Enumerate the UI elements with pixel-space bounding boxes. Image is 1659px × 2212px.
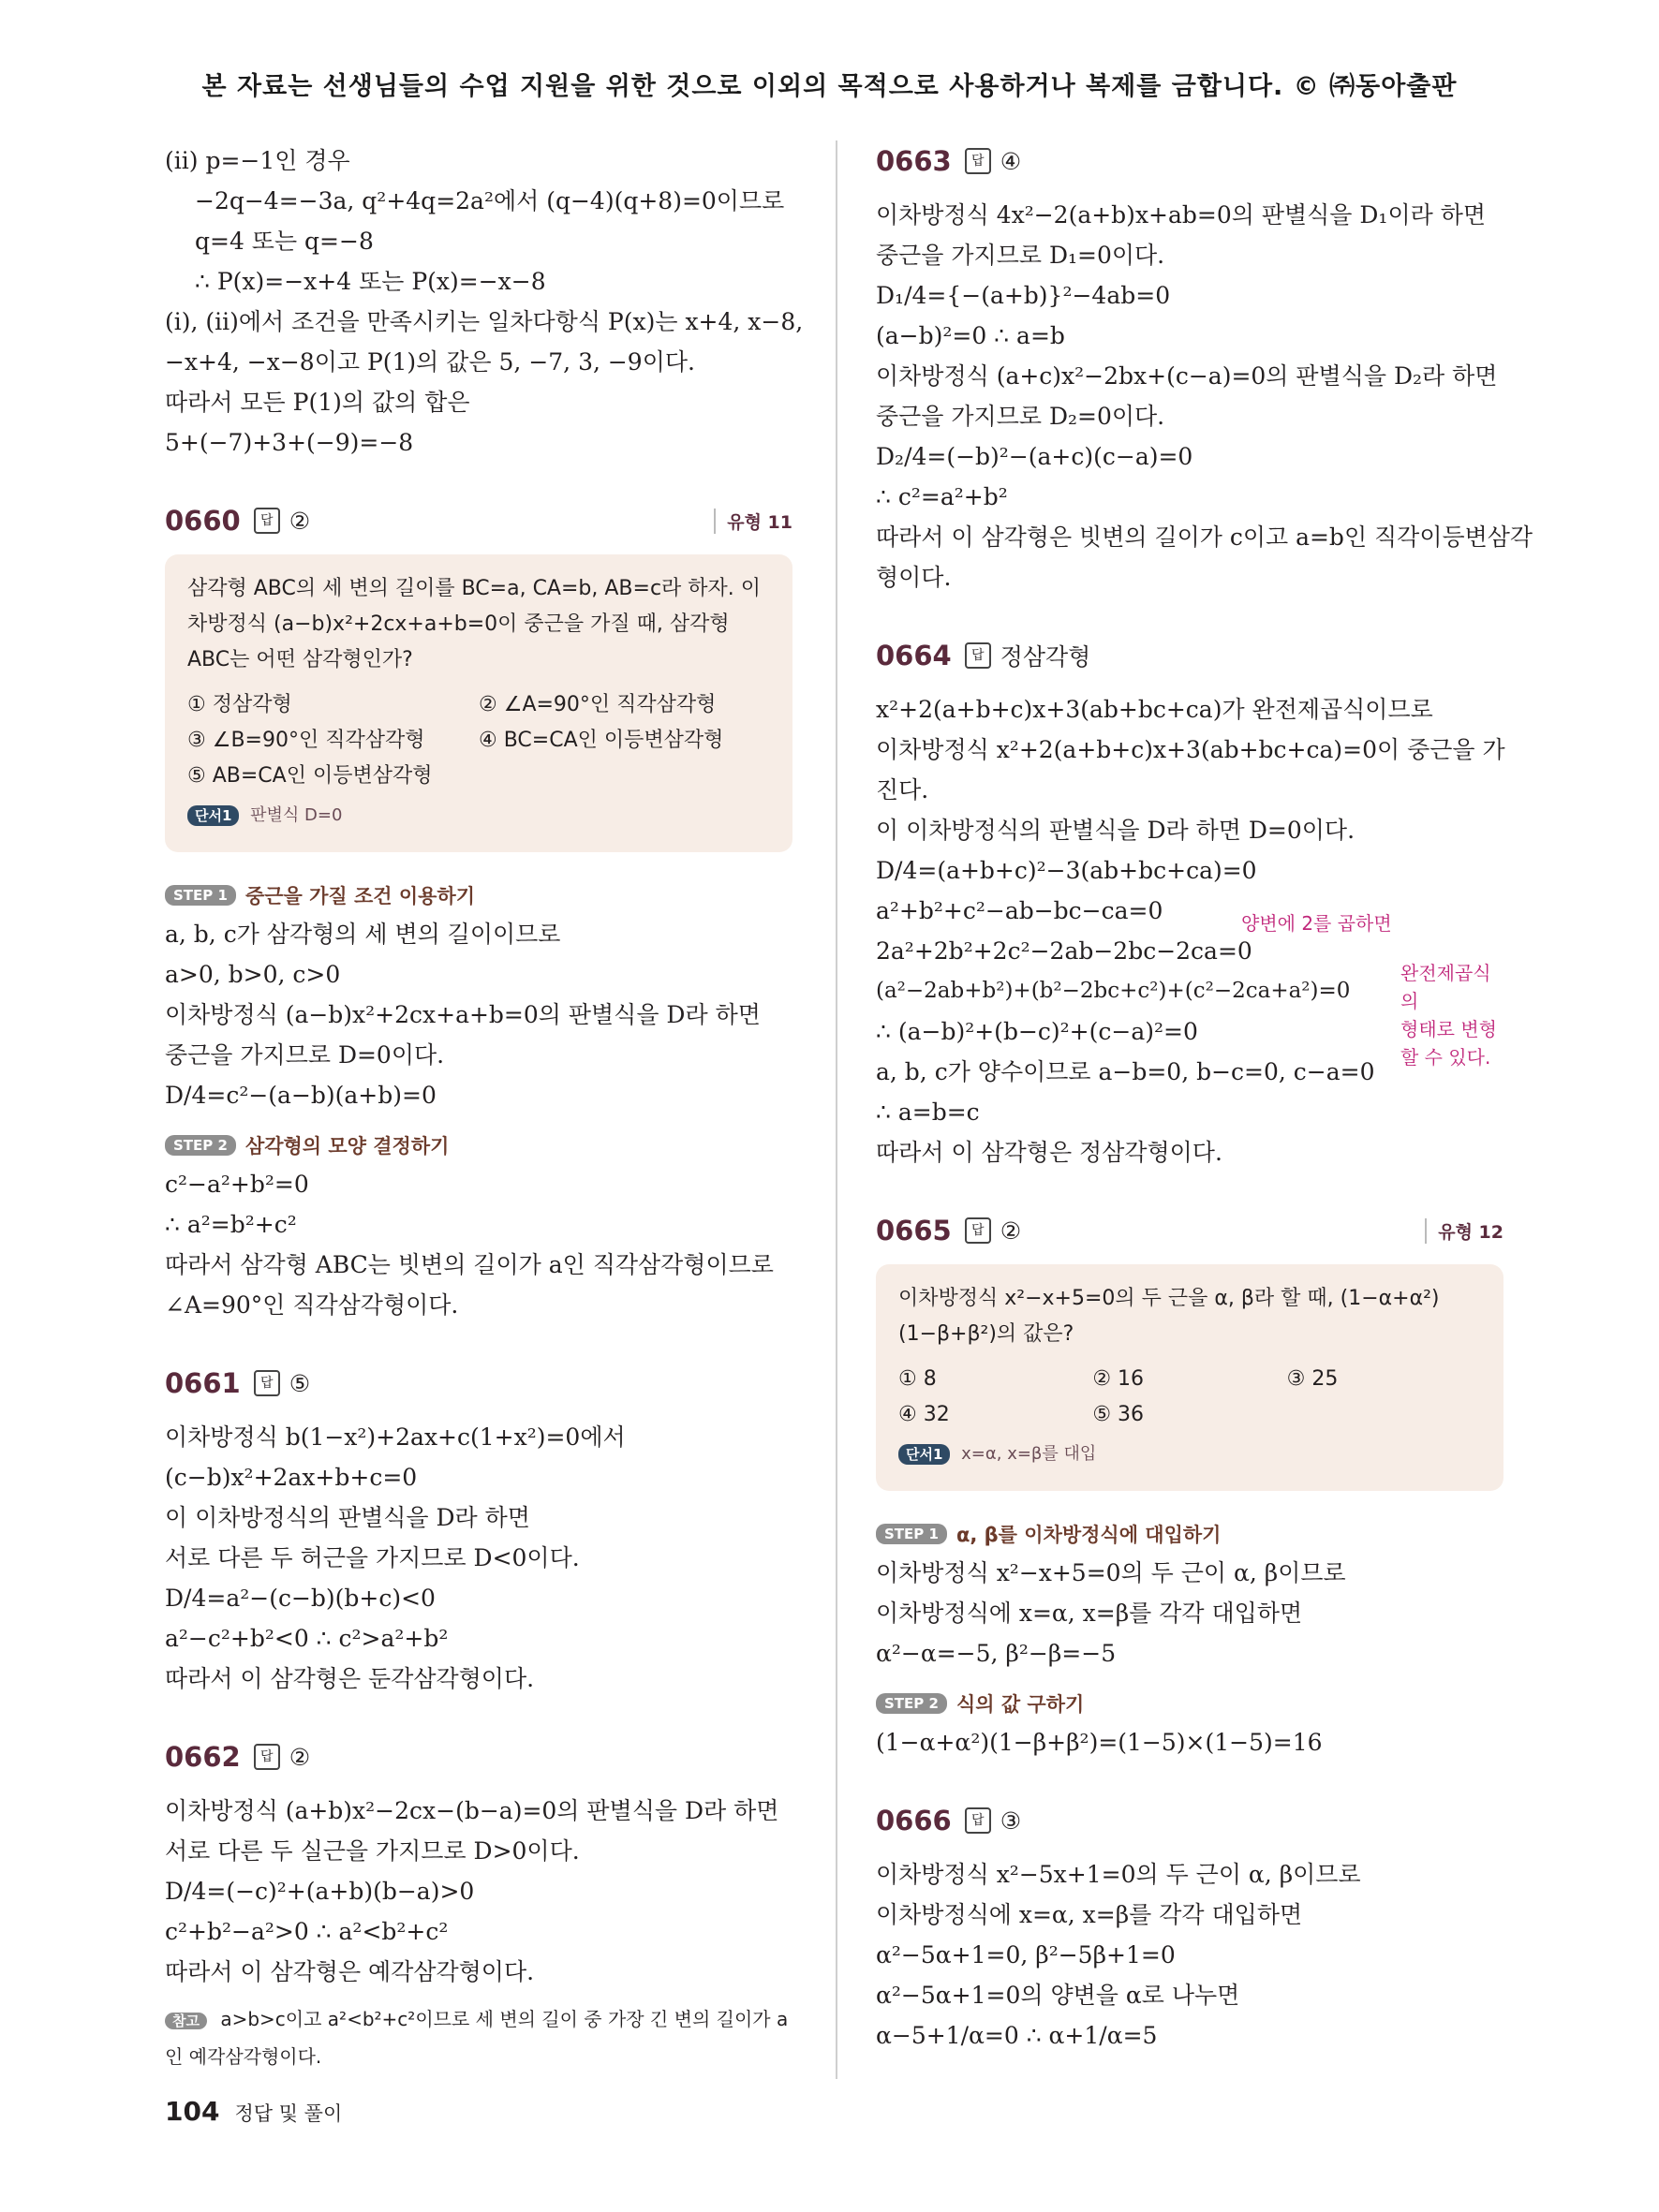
solution-line: D/4=(−c)²+(a+b)(b−a)>0	[165, 1878, 475, 1905]
problem-type: 유형 11	[714, 509, 792, 534]
answer-badge-icon: 답	[254, 508, 280, 534]
solution-line: ∴ (a−b)²+(b−c)²+(c−a)²=0	[876, 1018, 1198, 1045]
solution-line: ∴ a²=b²+c²	[165, 1211, 297, 1238]
step-title: 중근을 가질 조건 이용하기	[244, 885, 476, 907]
problem-header	[876, 1210, 1503, 1251]
solution-line: α²−5α+1=0의 양변을 α로 나누면	[876, 1982, 1240, 2009]
solution-line: 5+(−7)+3+(−9)=−8	[165, 429, 414, 456]
problem-number: 0662	[165, 1741, 241, 1773]
note-badge: 참고	[165, 2013, 207, 2029]
choice-list	[898, 1362, 1481, 1433]
problem-0660	[165, 500, 792, 1325]
copyright-notice: 본 자료는 선생님들의 수업 지원을 위한 것으로 이외의 목적으로 사용하거나 복제를 금합니다. © ㈜동아출판	[201, 72, 1458, 101]
solution-line: a²−c²+b²<0 ∴ c²>a²+b²	[165, 1625, 449, 1652]
solution-line: 이차방정식에 x=α, x=β를 각각 대입하면	[876, 1901, 1303, 1928]
hint-row	[187, 798, 770, 833]
problem-header	[876, 635, 1503, 676]
step-title: 삼각형의 모양 결정하기	[244, 1135, 450, 1158]
solution-line: 따라서 삼각형 ABC는 빗변의 길이가 a인 직각삼각형이므로	[165, 1251, 774, 1278]
answer-badge-icon: 답	[965, 1217, 991, 1244]
solution-line: 진다.	[876, 776, 929, 804]
note-text: a>b>c이고 a²<b²+c²이므로 세 변의 길이 중 가장 긴 변의 길이가 a인 예각삼각형이다.	[165, 2008, 789, 2068]
solution-line: 따라서 이 삼각형은 예각삼각형이다.	[165, 1958, 535, 1985]
hint-tag: 단서1	[898, 1444, 950, 1465]
answer: ②	[1000, 1217, 1022, 1245]
solution-line: α²−5α+1=0, β²−5β+1=0	[876, 1941, 1176, 1969]
problem-0666	[876, 1800, 1503, 2056]
answer-badge-icon: 답	[965, 148, 991, 174]
solution-line: a, b, c가 양수이므로 a−b=0, b−c=0, c−a=0	[876, 1058, 1375, 1085]
problem-header	[165, 500, 792, 541]
choice: ⑤ AB=CA인 이등변삼각형	[187, 764, 433, 788]
column-divider	[836, 140, 837, 2079]
solution-line: ∴ P(x)=−x+4 또는 P(x)=−x−8	[195, 268, 546, 295]
answer-badge-icon: 답	[254, 1744, 280, 1770]
annotation-line: 형태로 변형	[1400, 1018, 1497, 1040]
solution-line: α²−α=−5, β²−β=−5	[876, 1640, 1117, 1667]
choice: ③ ∠B=90°인 직각삼각형	[187, 729, 425, 752]
problem-header	[165, 1363, 792, 1404]
solution-line: c²+b²−a²>0 ∴ a²<b²+c²	[165, 1918, 449, 1945]
side-annotation	[1400, 959, 1503, 1071]
answer: ②	[289, 507, 311, 535]
solution-line: 이차방정식 x²−x+5=0의 두 근이 α, β이므로	[876, 1559, 1346, 1586]
solution-line: 이차방정식에 x=α, x=β를 각각 대입하면	[876, 1600, 1303, 1627]
solution-line: 이차방정식 x²−5x+1=0의 두 근이 α, β이므로	[876, 1861, 1361, 1888]
choice: ② ∠A=90°인 직각삼각형	[479, 693, 717, 716]
problem-number: 0660	[165, 505, 241, 537]
annotation-line: 할 수 있다.	[1400, 1046, 1491, 1069]
problem-number: 0665	[876, 1215, 952, 1246]
solution-line: ∴ c²=a²+b²	[876, 483, 1008, 510]
step-heading	[165, 877, 792, 914]
page-number: 104	[165, 2096, 220, 2127]
solution-line: q=4 또는 q=−8	[195, 228, 374, 255]
solution-line: 이 이차방정식의 판별식을 D라 하면 D=0이다.	[876, 817, 1355, 844]
hint-text: x=α, x=β를 대입	[961, 1444, 1097, 1464]
problem-number: 0664	[876, 640, 952, 671]
answer: ④	[1000, 147, 1022, 175]
answer-badge-icon: 답	[254, 1370, 280, 1396]
solution-line: ∴ a=b=c	[876, 1099, 980, 1126]
solution-line: 따라서 모든 P(1)의 값의 합은	[165, 389, 470, 416]
solution-line: 이차방정식 4x²−2(a+b)x+ab=0의 판별식을 D₁이라 하면	[876, 201, 1487, 229]
solution-line: (1−α+α²)(1−β+β²)=(1−5)×(1−5)=16	[876, 1729, 1323, 1756]
solution-line: (c−b)x²+2ax+b+c=0	[165, 1464, 418, 1491]
problem-0665	[876, 1210, 1503, 1762]
solution-line: −x+4, −x−8이고 P(1)의 값은 5, −7, 3, −9이다.	[165, 348, 695, 376]
step-heading	[876, 1685, 1503, 1722]
reference-note	[165, 2001, 792, 2074]
solution-line: 이차방정식 (a−b)x²+2cx+a+b=0의 판별식을 D라 하면	[165, 1001, 761, 1028]
answer: 정삼각형	[1000, 643, 1091, 671]
solution-line: 중근을 가지므로 D₂=0이다.	[876, 403, 1165, 430]
solution-line: a²+b²+c²−ab−bc−ca=0	[876, 897, 1163, 924]
left-column	[165, 140, 804, 2074]
solution-line: 이차방정식 x²+2(a+b+c)x+3(ab+bc+ca)=0이 중근을 가	[876, 736, 1505, 763]
solution-line: 따라서 이 삼각형은 둔각삼각형이다.	[165, 1665, 535, 1692]
problem-0663	[876, 140, 1533, 597]
continued-solution	[165, 140, 804, 463]
problem-header	[876, 140, 1503, 182]
choice: ① 정삼각형	[187, 693, 292, 716]
question-box	[165, 554, 792, 852]
solution-line: 서로 다른 두 실근을 가지므로 D>0이다.	[165, 1837, 580, 1865]
solution-line: 서로 다른 두 허근을 가지므로 D<0이다.	[165, 1544, 580, 1571]
problem-type: 유형 12	[1425, 1218, 1503, 1244]
problem-header	[165, 1736, 792, 1777]
solution-line: D/4=a²−(c−b)(b+c)<0	[165, 1585, 436, 1612]
problem-0661	[165, 1363, 792, 1699]
step-title: α, β를 이차방정식에 대입하기	[955, 1524, 1222, 1546]
solution-line: 따라서 이 삼각형은 정삼각형이다.	[876, 1139, 1222, 1166]
solution-line: c²−a²+b²=0	[165, 1171, 309, 1198]
choice: ② 16	[1092, 1367, 1145, 1391]
step-heading	[876, 1515, 1503, 1553]
step-heading	[165, 1127, 792, 1164]
right-column	[876, 140, 1533, 2056]
answer-badge-icon: 답	[965, 642, 991, 669]
question-text: 이차방정식 x²−x+5=0의 두 근을 α, β라 할 때, (1−α+α²)(1−β+β²)의 값은?	[898, 1287, 1440, 1346]
answer: ②	[289, 1743, 311, 1771]
hint-row	[898, 1437, 1481, 1472]
problem-0662	[165, 1736, 792, 2074]
step-badge: STEP 1	[165, 885, 236, 906]
answer: ⑤	[289, 1369, 311, 1397]
problem-0664	[876, 635, 1503, 1172]
question-text: 삼각형 ABC의 세 변의 길이를 BC=a, CA=b, AB=c라 하자. 이차방정식 (a−b)x²+2cx+a+b=0이 중근을 가질 때, 삼각형 ABC는 어떤 삼각형인가?	[187, 577, 762, 671]
solution-line: a, b, c가 삼각형의 세 변의 길이이므로	[165, 921, 561, 948]
problem-number: 0666	[876, 1805, 952, 1836]
hint-tag: 단서1	[187, 805, 239, 826]
solution-line: 따라서 이 삼각형은 빗변의 길이가 c이고 a=b인 직각이등변삼각	[876, 524, 1533, 551]
answer-badge-icon: 답	[965, 1807, 991, 1834]
solution-line: D/4=(a+b+c)²−3(ab+bc+ca)=0	[876, 857, 1257, 884]
solution-line: −2q−4=−3a, q²+4q=2a²에서 (q−4)(q+8)=0이므로	[195, 187, 785, 214]
solution-line: ∠A=90°인 직각삼각형이다.	[165, 1291, 459, 1319]
solution-line: 이차방정식 (a+b)x²−2cx−(b−a)=0의 판별식을 D라 하면	[165, 1797, 779, 1824]
solution-line: (ⅰ), (ⅱ)에서 조건을 만족시키는 일차다항식 P(x)는 x+4, x−8,	[165, 308, 804, 335]
problem-header	[876, 1800, 1503, 1841]
solution-line: 2a²+2b²+2c²−2ab−2bc−2ca=0	[876, 937, 1252, 965]
step-badge: STEP 2	[876, 1693, 947, 1714]
solution-line: 이차방정식 (a+c)x²−2bx+(c−a)=0의 판별식을 D₂라 하면	[876, 362, 1498, 390]
solution-line: 이차방정식 b(1−x²)+2ax+c(1+x²)=0에서	[165, 1423, 626, 1451]
question-box	[876, 1264, 1503, 1491]
problem-number: 0661	[165, 1367, 241, 1399]
choice: ③ 25	[1286, 1367, 1339, 1391]
choice: ④ BC=CA인 이등변삼각형	[479, 729, 724, 752]
solution-line: (ⅱ) p=−1인 경우	[165, 147, 350, 174]
solution-line: (a²−2ab+b²)+(b²−2bc+c²)+(c²−2ca+a²)=0	[876, 979, 1351, 1003]
choice: ④ 32	[898, 1403, 950, 1426]
footer-title: 정답 및 풀이	[234, 2102, 343, 2125]
side-annotation: 양변에 2를 곱하면	[1241, 912, 1392, 935]
solution-line: D/4=c²−(a−b)(a+b)=0	[165, 1082, 437, 1109]
step-badge: STEP 1	[876, 1524, 947, 1544]
solution-line: a>0, b>0, c>0	[165, 961, 341, 988]
solution-line: 중근을 가지므로 D₁=0이다.	[876, 242, 1165, 269]
problem-number: 0663	[876, 145, 952, 177]
step-title: 식의 값 구하기	[955, 1693, 1085, 1716]
hint-text: 판별식 D=0	[250, 805, 343, 825]
page-footer	[165, 2096, 342, 2127]
choice-list	[187, 687, 770, 794]
choice: ① 8	[898, 1367, 937, 1391]
answer: ③	[1000, 1806, 1022, 1835]
solution-line: (a−b)²=0 ∴ a=b	[876, 322, 1065, 349]
choice: ⑤ 36	[1092, 1403, 1145, 1426]
solution-line: D₁/4={−(a+b)}²−4ab=0	[876, 282, 1171, 309]
solution-line: 형이다.	[876, 564, 952, 591]
solution-line: 중근을 가지므로 D=0이다.	[165, 1041, 445, 1069]
solution-line: 이 이차방정식의 판별식을 D라 하면	[165, 1504, 530, 1531]
solution-line: α−5+1/α=0 ∴ α+1/α=5	[876, 2022, 1158, 2049]
step-badge: STEP 2	[165, 1135, 236, 1156]
annotation-line: 완전제곱식의	[1400, 962, 1491, 1012]
solution-line: x²+2(a+b+c)x+3(ab+bc+ca)가 완전제곱식이므로	[876, 696, 1433, 723]
solution-line: D₂/4=(−b)²−(a+c)(c−a)=0	[876, 443, 1193, 470]
